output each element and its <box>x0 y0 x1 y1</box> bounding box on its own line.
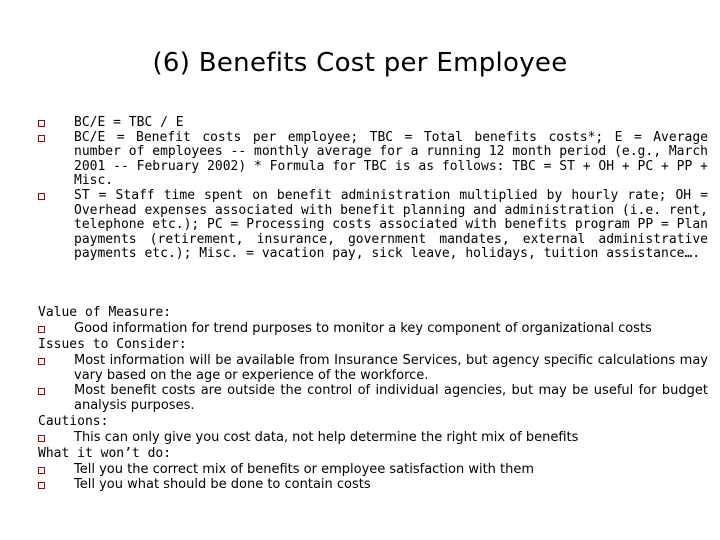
list-item-text: Tell you the correct mix of benefits or employee satisfaction with them <box>74 462 535 477</box>
list-item-text: Most information will be available from Insurance Services, but agency specific calculations may vary based on the age or experience of the workforce. <box>74 353 708 383</box>
square-bullet-icon <box>38 120 45 127</box>
definition-text: BC/E = TBC / E <box>74 115 184 130</box>
list-item <box>38 321 708 336</box>
list-item-text: Most benefit costs are outside the control of individual agencies, but may be useful for budget analysis purposes. <box>74 383 708 413</box>
square-bullet-icon <box>38 482 45 489</box>
square-bullet-icon <box>38 358 45 365</box>
list-item <box>38 430 708 445</box>
slide-title: (6) Benefits Cost per Employee <box>152 48 568 78</box>
square-bullet-icon <box>38 193 45 200</box>
list-item <box>38 383 708 413</box>
list-item-text: This can only give you cost data, not help determine the right mix of benefits <box>74 430 579 445</box>
list-item <box>38 353 708 383</box>
list-item <box>38 477 708 492</box>
definition-list <box>38 116 708 262</box>
list-item-text: Good information for trend purposes to monitor a key component of organizational costs <box>74 321 652 336</box>
square-bullet-icon <box>38 135 45 142</box>
square-bullet-icon <box>38 467 45 474</box>
definition-text: ST = Staff time spent on benefit administration multiplied by hourly rate; OH = Overhead expenses associated with benefit planning and administration (i.e. rent, telephone etc.); PC = Processing costs associated with benefits program PP = Plan payments (retirement, insurance, government mandates, external administrative payments etc.); Misc. = vacation pay, sick leave, holidays, tuition assistance…. <box>74 187 708 262</box>
list-item <box>38 462 708 477</box>
cautions-heading: Cautions: <box>38 414 109 429</box>
definition-item <box>38 116 708 131</box>
measure-notes <box>38 304 708 492</box>
issues-heading: Issues to Consider: <box>38 337 187 352</box>
list-item-text: Tell you what should be done to contain costs <box>74 477 371 492</box>
definition-item <box>38 131 708 189</box>
definition-text: BC/E = Benefit costs per employee; TBC = Total benefits costs*; E = Average number of employees -- monthly average for a running 12 month period (e.g., March 2001 -- February 2002) * Formula for TBC is as follows: TBC = ST + OH + PC + PP + Misc. <box>74 129 708 189</box>
square-bullet-icon <box>38 435 45 442</box>
square-bullet-icon <box>38 326 45 333</box>
limitations-heading: What it won’t do: <box>38 446 172 461</box>
definition-item <box>38 189 708 262</box>
value-heading: Value of Measure: <box>38 305 172 320</box>
square-bullet-icon <box>38 388 45 395</box>
